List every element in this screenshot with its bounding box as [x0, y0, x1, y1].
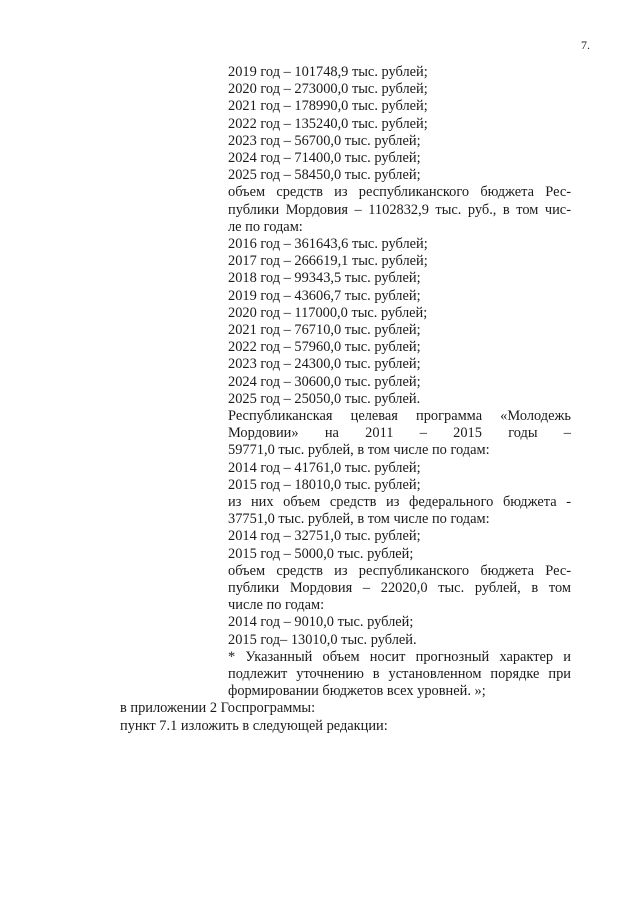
- text-line: 2025 год – 25050,0 тыс. рублей.: [228, 390, 421, 407]
- text-line: 2020 год – 273000,0 тыс. рублей;: [228, 81, 428, 98]
- text-line: 59771,0 тыс. рублей, в том числе по годам:: [228, 442, 490, 459]
- text-line: 2016 год – 361643,6 тыс. рублей;: [228, 236, 428, 252]
- text-line: числе по годам:: [228, 597, 325, 614]
- text-line: 2019 год – 43606,7 тыс. рублей;: [228, 287, 421, 304]
- text-line: 2014 год – 41761,0 тыс. рублей;: [228, 459, 421, 476]
- text-line: 2018 год – 99343,5 тыс. рублей;: [228, 270, 421, 287]
- text-line: 2021 год – 178990,0 тыс. рублей;: [228, 98, 428, 115]
- text-line: * Указанный объем носит прогнозный характер и: [228, 648, 571, 665]
- text-line: 2024 год – 30600,0 тыс. рублей;: [228, 373, 421, 390]
- text-line: 2023 год – 56700,0 тыс. рублей;: [228, 132, 421, 149]
- text-line: 2022 год – 57960,0 тыс. рублей;: [228, 339, 421, 356]
- text-line: пункт 7.1 изложить в следующей редакции:: [120, 717, 388, 734]
- text-line: объем средств из республиканского бюджета Рес-: [228, 562, 571, 579]
- text-line: из них объем средств из федерального бюджета -: [228, 494, 571, 510]
- text-line: 2021 год – 76710,0 тыс. рублей;: [228, 322, 421, 338]
- text-line: 2015 год – 5000,0 тыс. рублей;: [228, 545, 414, 562]
- text-line: 2025 год – 58450,0 тыс. рублей;: [228, 167, 421, 184]
- text-line: 2020 год – 117000,0 тыс. рублей;: [228, 304, 428, 321]
- text-line: формировании бюджетов всех уровней. »;: [228, 683, 486, 700]
- text-line: 2023 год – 24300,0 тыс. рублей;: [228, 356, 421, 373]
- text-line: 2015 год – 18010,0 тыс. рублей;: [228, 476, 421, 493]
- page-number: 7.: [581, 38, 590, 52]
- text-line: 2017 год – 266619,1 тыс. рублей;: [228, 253, 428, 270]
- text-line: в приложении 2 Госпрограммы:: [120, 700, 316, 717]
- text-line: объем средств из республиканского бюджета Рес-: [228, 184, 571, 201]
- text-line: публики Мордовия – 22020,0 тыс. рублей, в том: [228, 580, 571, 596]
- text-line: 37751,0 тыс. рублей, в том числе по годам:: [228, 511, 490, 528]
- text-line: подлежит уточнению в установленном порядке при: [228, 666, 571, 682]
- text-line: Республиканская целевая программа «Молодежь: [228, 408, 571, 424]
- text-line: 2024 год – 71400,0 тыс. рублей;: [228, 150, 421, 166]
- text-line: Мордовии» на 2011 – 2015 годы –: [228, 425, 571, 442]
- text-line: 2014 год – 32751,0 тыс. рублей;: [228, 528, 421, 545]
- text-line: 2019 год – 101748,9 тыс. рублей;: [228, 64, 428, 80]
- text-line: публики Мордовия – 1102832,9 тыс. руб., в том чис-: [228, 201, 571, 218]
- text-line: ле по годам:: [228, 218, 303, 235]
- text-line: 2014 год – 9010,0 тыс. рублей;: [228, 614, 414, 631]
- text-line: 2015 год– 13010,0 тыс. рублей.: [228, 631, 417, 648]
- text-line: 2022 год – 135240,0 тыс. рублей;: [228, 115, 428, 132]
